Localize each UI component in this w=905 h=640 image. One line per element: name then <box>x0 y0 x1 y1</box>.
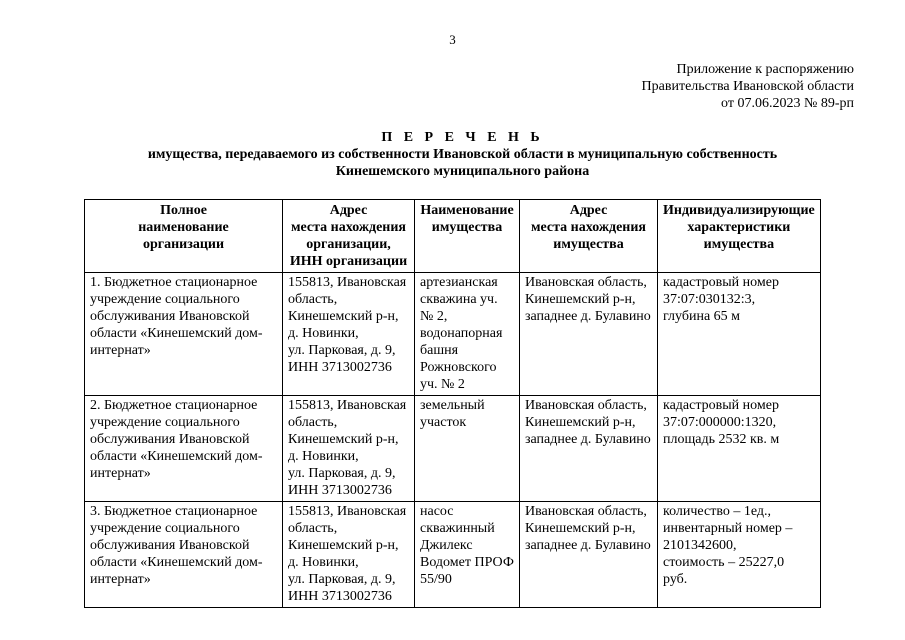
cell-text-line: 55/90 <box>420 572 452 587</box>
cell-property-name <box>415 273 520 396</box>
header-org-address <box>283 200 415 273</box>
cell-text-line: д. Новинки, <box>288 326 359 341</box>
cell-text-line: области «Кинешемский дом- <box>90 555 263 570</box>
cell-text-line: водонапорная <box>420 326 503 341</box>
cell-org-address <box>283 396 415 502</box>
cell-text-line: имущества <box>703 237 775 252</box>
cell-text-line: Ивановская область, <box>525 398 647 413</box>
cell-text-line: Кинешемский р-н, <box>525 521 636 536</box>
cell-text-line: Наименование <box>420 203 514 218</box>
cell-text-line: д. Новинки, <box>288 555 359 570</box>
cell-text-line: места нахождения <box>530 220 647 235</box>
table-row <box>85 396 821 502</box>
cell-text-line: места нахождения <box>290 220 407 235</box>
cell-text-line: 2101342600, <box>663 538 737 553</box>
cell-text-line: насос <box>420 504 454 519</box>
cell-text-line: башня <box>420 343 459 358</box>
appendix-line: Правительства Ивановской области <box>641 79 854 94</box>
cell-text-line: Кинешемский р-н, <box>288 538 399 553</box>
cell-text-line: Рожновского <box>420 360 497 375</box>
cell-property-address <box>520 502 658 608</box>
cell-text-line: области «Кинешемский дом- <box>90 326 263 341</box>
cell-text-line: организации, <box>306 237 391 252</box>
header-org <box>85 200 283 273</box>
cell-text-line: глубина 65 м <box>663 309 741 324</box>
cell-text-line: 37:07:000000:1320, <box>663 415 777 430</box>
cell-text-line: площадь 2532 кв. м <box>663 432 780 447</box>
cell-characteristics <box>658 502 821 608</box>
cell-text-line: обслуживания Ивановской <box>90 309 250 324</box>
cell-text-line: ИНН 3713002736 <box>288 589 392 604</box>
cell-characteristics <box>658 273 821 396</box>
cell-text-line: обслуживания Ивановской <box>90 432 250 447</box>
cell-text-line: Ивановская область, <box>525 504 647 519</box>
cell-text-line: Кинешемский р-н, <box>288 432 399 447</box>
cell-text-line: ул. Парковая, д. 9, <box>288 343 396 358</box>
cell-text-line: 2. Бюджетное стационарное <box>90 398 258 413</box>
title-heading: П Е Р Е Ч Е Н Ь <box>381 130 544 145</box>
table-row <box>85 273 821 396</box>
cell-text-line: Полное <box>160 203 207 218</box>
cell-text-line: скважина уч. <box>420 292 498 307</box>
cell-text-line: учреждение социального <box>90 521 240 536</box>
cell-text-line: наименование <box>138 220 229 235</box>
table-header-row <box>85 200 821 273</box>
cell-text-line: 155813, Ивановская <box>288 398 407 413</box>
cell-text-line: 1. Бюджетное стационарное <box>90 275 258 290</box>
header-characteristics <box>658 200 821 273</box>
cell-text-line: ИНН 3713002736 <box>288 360 392 375</box>
cell-text-line: имущества <box>553 237 624 252</box>
cell-org-address <box>283 273 415 396</box>
cell-text-line: ИНН 3713002736 <box>288 483 392 498</box>
cell-text-line: руб. <box>663 572 688 587</box>
title-line: Кинешемского муниципального района <box>335 164 590 179</box>
cell-text-line: область, <box>288 521 338 536</box>
cell-text-line: инвентарный номер – <box>663 521 793 536</box>
cell-text-line: 37:07:030132:3, <box>663 292 756 307</box>
cell-text-line: Адрес <box>569 203 608 218</box>
cell-text-line: скважинный <box>420 521 495 536</box>
cell-text-line: ул. Парковая, д. 9, <box>288 466 396 481</box>
cell-property-name <box>415 396 520 502</box>
cell-text-line: стоимость – 25227,0 <box>663 555 785 570</box>
table-row <box>85 502 821 608</box>
header-property-name <box>415 200 520 273</box>
header-property-address <box>520 200 658 273</box>
cell-org <box>85 502 283 608</box>
cell-text-line: учреждение социального <box>90 415 240 430</box>
cell-text-line: интернат» <box>90 466 151 481</box>
cell-text-line: Ивановская область, <box>525 275 647 290</box>
cell-text-line: западнее д. Булавино <box>525 309 651 324</box>
cell-text-line: западнее д. Булавино <box>525 538 651 553</box>
cell-text-line: имущества <box>431 220 503 235</box>
cell-org-address <box>283 502 415 608</box>
cell-text-line: обслуживания Ивановской <box>90 538 250 553</box>
cell-text-line: область, <box>288 292 338 307</box>
cell-text-line: характеристики <box>687 220 791 235</box>
cell-text-line: Кинешемский р-н, <box>525 292 636 307</box>
cell-text-line: Кинешемский р-н, <box>525 415 636 430</box>
title-line: имущества, передаваемого из собственности Ивановской области в муниципальную собственность <box>147 147 778 162</box>
cell-text-line: ИНН организации <box>289 254 408 269</box>
cell-text-line: артезианская <box>420 275 498 290</box>
cell-text-line: земельный <box>420 398 485 413</box>
cell-text-line: учреждение социального <box>90 292 240 307</box>
cell-text-line: Адрес <box>329 203 368 218</box>
cell-text-line: № 2, <box>420 309 448 324</box>
appendix-note <box>642 61 854 112</box>
cell-org <box>85 396 283 502</box>
appendix-line: Приложение к распоряжению <box>676 62 854 77</box>
property-table <box>84 199 821 608</box>
cell-property-address <box>520 396 658 502</box>
cell-text-line: западнее д. Булавино <box>525 432 651 447</box>
cell-text-line: Индивидуализирующие <box>663 203 815 218</box>
cell-text-line: 3. Бюджетное стационарное <box>90 504 258 519</box>
cell-text-line: уч. № 2 <box>420 377 465 392</box>
cell-property-name <box>415 502 520 608</box>
cell-text-line: интернат» <box>90 572 151 587</box>
cell-text-line: ул. Парковая, д. 9, <box>288 572 396 587</box>
cell-text-line: кадастровый номер <box>663 275 779 290</box>
cell-text-line: кадастровый номер <box>663 398 779 413</box>
cell-text-line: количество – 1ед., <box>663 504 771 519</box>
cell-characteristics <box>658 396 821 502</box>
cell-property-address <box>520 273 658 396</box>
cell-text-line: Водомет ПРОФ <box>420 555 514 570</box>
cell-org <box>85 273 283 396</box>
cell-text-line: организации <box>142 237 225 252</box>
cell-text-line: область, <box>288 415 338 430</box>
cell-text-line: участок <box>420 415 467 430</box>
page-number: 3 <box>449 32 456 47</box>
document-title <box>0 129 905 180</box>
cell-text-line: д. Новинки, <box>288 449 359 464</box>
cell-text-line: Джилекс <box>420 538 473 553</box>
cell-text-line: Кинешемский р-н, <box>288 309 399 324</box>
cell-text-line: 155813, Ивановская <box>288 275 407 290</box>
cell-text-line: 155813, Ивановская <box>288 504 407 519</box>
appendix-date-line: от 07.06.2023 № 89-рп <box>721 96 854 111</box>
cell-text-line: области «Кинешемский дом- <box>90 449 263 464</box>
cell-text-line: интернат» <box>90 343 151 358</box>
